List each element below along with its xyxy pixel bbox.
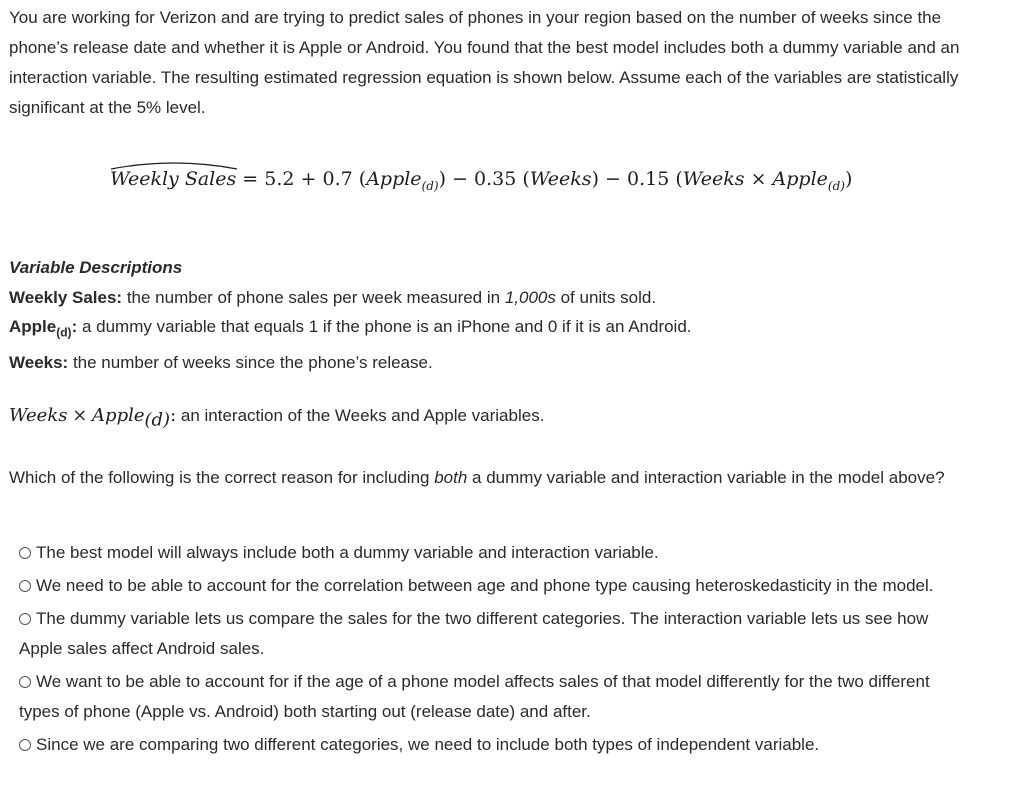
equation-apple-var: Apple (366, 168, 422, 190)
weeks-text: the number of weeks since the phone’s release. (68, 352, 433, 372)
equation-interaction-apple: Apple (772, 168, 828, 190)
apple-subscript: (d) (56, 325, 72, 340)
question-emphasis: both (434, 468, 468, 487)
variable-descriptions (9, 253, 969, 377)
option-label: The dummy variable lets us compare the sales for the two different categories. The interaction variable lets us see how Apple sales affect Android sales. (19, 609, 929, 658)
equation-lhs: Weekly Sales (110, 168, 237, 190)
hat-accent (110, 159, 238, 171)
interaction-times: × (72, 405, 88, 426)
apple-label: Apple (9, 317, 57, 336)
answer-option-3[interactable] (19, 604, 959, 664)
equation-interaction-weeks: Weeks (682, 168, 745, 190)
option-label: We want to be able to account for if the age of a phone model affects sales of that model differently for the two different types of phone (Apple vs. Android) both starting out (release date) and after. (19, 672, 930, 721)
interaction-colon: : (170, 405, 177, 426)
question-prompt (9, 463, 969, 493)
interaction-description (9, 402, 544, 434)
radio-button-icon[interactable] (19, 739, 31, 751)
question-text-end: a dummy variable and interaction variable in the model above? (467, 468, 945, 487)
intro-paragraph: You are working for Verizon and are trying to predict sales of phones in your region based on the number of weeks since the phone’s release date and whether it is Apple or Android. You found that the best model includes both a dummy variable and an interaction variable. The resulting estimated regression equation is shown below. Assume each of the variables are statistically significant at the 5% level. (9, 8, 960, 117)
equation-weeks-var: Weeks (529, 168, 592, 190)
apple-description (9, 312, 969, 348)
regression-equation: Weekly Sales = 5.2 + 0.7 (Apple$_{(d)}$) − 0.35 (Weeks) − 0.15 (Weeks × Apple$_{(d)}$) (110, 168, 852, 193)
weeks-description (9, 348, 969, 378)
answer-option-5[interactable] (19, 730, 959, 760)
equation-intercept: 5.2 (264, 168, 295, 190)
equation-plus: + (300, 168, 317, 190)
option-label: The best model will always include both a dummy variable and interaction variable. (36, 543, 659, 562)
radio-button-icon[interactable] (19, 676, 31, 688)
radio-button-icon[interactable] (19, 580, 31, 592)
interaction-text: an interaction of the Weeks and Apple variables. (180, 406, 545, 425)
answer-option-1[interactable] (19, 538, 959, 568)
answer-options (19, 538, 959, 763)
interaction-subscript: (d) (144, 409, 171, 431)
equation-coef-weeks: 0.35 (474, 168, 517, 190)
weekly-sales-text-end: of units sold. (555, 287, 657, 307)
weekly-sales-hat (110, 168, 236, 190)
radio-button-icon[interactable] (19, 613, 31, 625)
apple-text: a dummy variable that equals 1 if the phone is an iPhone and 0 if it is an Android. (77, 317, 692, 336)
equation-minus-2: − (605, 168, 621, 190)
equation-coef-interaction: 0.15 (627, 168, 670, 190)
question-text-start: Which of the following is the correct reason for including (9, 468, 435, 487)
weeks-label: Weeks: (9, 352, 69, 372)
equation-minus-1: − (452, 168, 468, 190)
answer-option-4[interactable] (19, 667, 959, 727)
equation-interaction-subscript: (d) (827, 178, 845, 193)
answer-option-2[interactable] (19, 571, 959, 601)
weekly-sales-unit: 1,000s (504, 287, 556, 307)
interaction-apple: Apple (92, 405, 145, 426)
variable-descriptions-heading: Variable Descriptions (9, 258, 183, 277)
apple-colon: : (71, 317, 78, 336)
equation-apple-subscript: (d) (421, 178, 439, 193)
weekly-sales-description (9, 283, 969, 313)
interaction-weeks: Weeks (9, 405, 68, 426)
option-label: We need to be able to account for the correlation between age and phone type causing heteroskedasticity in the model. (36, 576, 934, 595)
weekly-sales-text: the number of phone sales per week measured in (122, 287, 505, 307)
equation-equals: = (242, 168, 259, 190)
weekly-sales-label: Weekly Sales: (9, 287, 123, 307)
option-label: Since we are comparing two different categories, we need to include both types of independent variable. (36, 735, 820, 754)
equation-times: × (750, 168, 767, 190)
radio-button-icon[interactable] (19, 547, 31, 559)
equation-coef-apple: 0.7 (322, 168, 353, 190)
